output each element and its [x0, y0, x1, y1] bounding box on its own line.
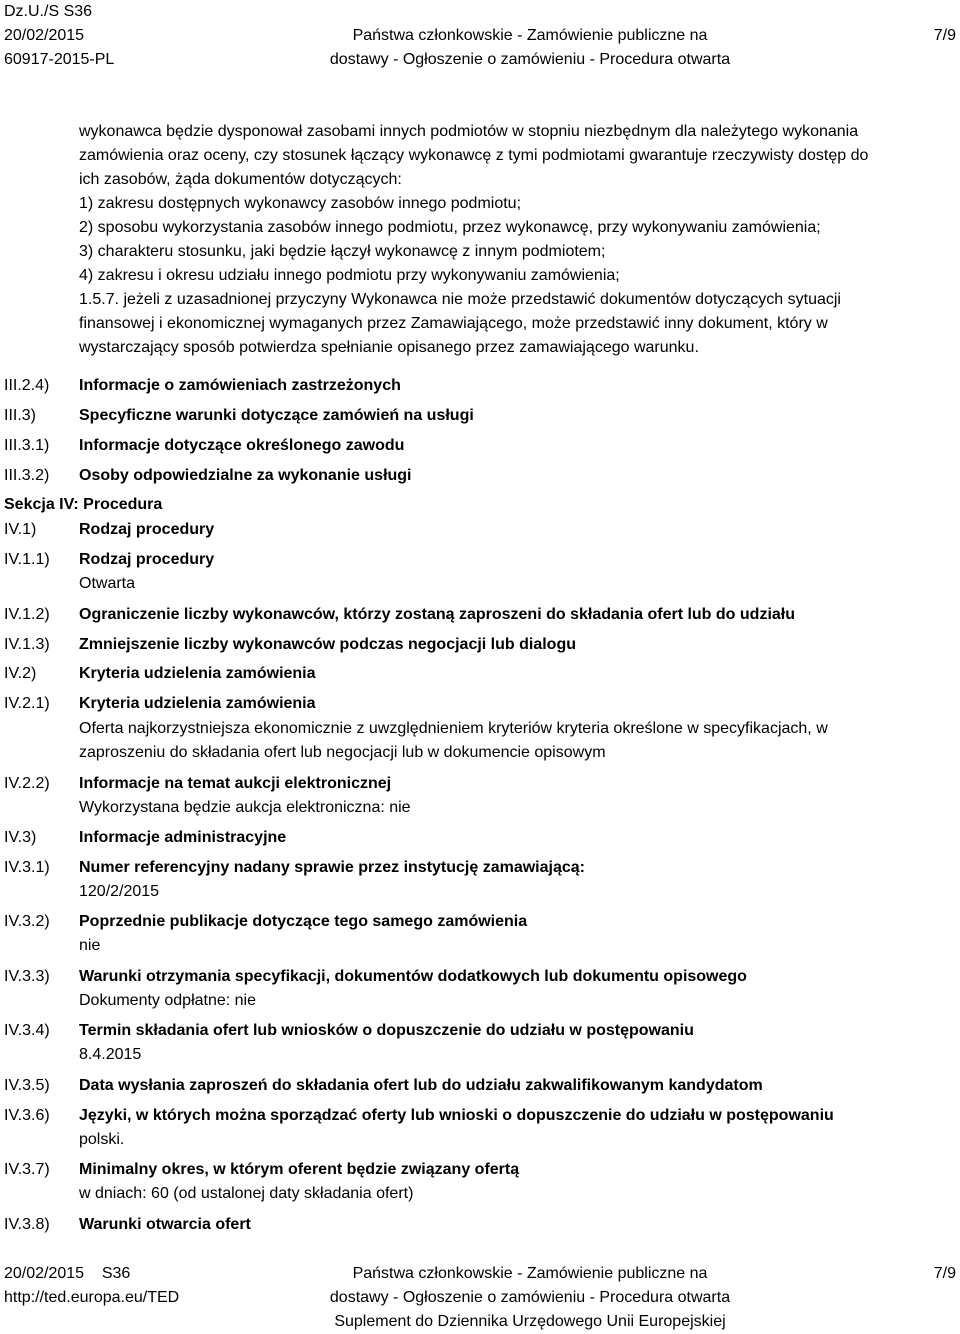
footer-supplement: Suplement do Dziennika Urzędowego Unii Europejskiej	[334, 1313, 726, 1330]
intro-line: 1) zakresu dostępnych wykonawcy zasobów innego podmiotu;	[79, 195, 522, 212]
section-title: Termin składania ofert lub wniosków o dopuszczenie do udziału w postępowaniu	[79, 1022, 694, 1039]
footer-left	[4, 1262, 179, 1310]
section-value: nie	[79, 937, 101, 954]
footer-title-line2: dostawy - Ogłoszenie o zamówieniu - Procedura otwarta	[329, 1289, 731, 1306]
section-heading: Sekcja IV: Procedura	[4, 496, 163, 513]
intro-line: 3) charakteru stosunku, jaki będzie łączył wykonawcę z innym podmiotem;	[79, 243, 606, 260]
section-number: IV.1.3)	[4, 636, 50, 653]
section-title: Poprzednie publikacje dotyczące tego samego zamówienia	[79, 913, 528, 930]
intro-line: finansowej i ekonomicznej wymaganych przez Zamawiającego, może przedstawić inny dokument, który w	[79, 315, 828, 332]
section-title: Numer referencyjny nadany sprawie przez instytucję zamawiającą:	[79, 859, 585, 876]
section-number: III.2.4)	[4, 377, 50, 394]
intro-line: 4) zakresu i okresu udziału innego podmiotu przy wykonywaniu zamówienia;	[79, 267, 620, 284]
section-title: Data wysłania zaproszeń do składania ofert lub do udziału zakwalifikowanym kandydatom	[79, 1077, 763, 1094]
intro-paragraph	[79, 120, 954, 360]
section-number: IV.1)	[4, 521, 37, 538]
section-title: Ograniczenie liczby wykonawców, którzy zostaną zaproszeni do składania ofert lub do udziału	[79, 606, 795, 623]
footer-center	[270, 1262, 790, 1334]
intro-line: ich zasobów, żąda dokumentów dotyczących:	[79, 171, 402, 188]
section-title: Warunki otwarcia ofert	[79, 1216, 251, 1233]
section-number: III.3)	[4, 407, 37, 424]
section-value: Wykorzystana będzie aukcja elektroniczna: nie	[79, 799, 411, 816]
section-title: Informacje na temat aukcji elektronicznej	[79, 775, 392, 792]
section-title: Rodzaj procedury	[79, 551, 215, 568]
section-number: IV.3.1)	[4, 859, 50, 876]
section-number: IV.3.5)	[4, 1077, 50, 1094]
footer-date-series: 20/02/2015 S36	[4, 1265, 131, 1282]
section-number: IV.3.8)	[4, 1216, 50, 1233]
header-title-line2: dostawy - Ogłoszenie o zamówieniu - Procedura otwarta	[329, 51, 731, 68]
section-value: Dokumenty odpłatne: nie	[79, 992, 256, 1009]
section-title: Informacje administracyjne	[79, 829, 287, 846]
header-page-number: 7/9	[933, 27, 956, 44]
section-title: Minimalny okres, w którym oferent będzie związany ofertą	[79, 1161, 520, 1178]
footer-url: http://ted.europa.eu/TED	[4, 1289, 180, 1306]
intro-line: 2) sposobu wykorzystania zasobów innego podmiotu, przez wykonawcę, przy wykonywaniu zamówienia;	[79, 219, 821, 236]
section-title: Kryteria udzielenia zamówienia	[79, 665, 316, 682]
section-number: IV.1.2)	[4, 606, 50, 623]
section-number: IV.1.1)	[4, 551, 50, 568]
section-title: Kryteria udzielenia zamówienia	[79, 695, 316, 712]
section-value: polski.	[79, 1131, 125, 1148]
section-title: Zmniejszenie liczby wykonawców podczas negocjacji lub dialogu	[79, 636, 576, 653]
header-notice-id: 60917-2015-PL	[4, 51, 115, 68]
section-title: Rodzaj procedury	[79, 521, 215, 538]
section-title: Osoby odpowiedzialne za wykonanie usługi	[79, 467, 412, 484]
page-footer	[0, 1262, 960, 1334]
footer-page-number: 7/9	[933, 1265, 956, 1282]
header-left	[4, 0, 114, 72]
section-value: 8.4.2015	[79, 1046, 142, 1063]
intro-line: 1.5.7. jeżeli z uzasadnionej przyczyny Wykonawca nie może przedstawić dokumentów dotyczących sytuacji	[79, 291, 841, 308]
section-title: Informacje dotyczące określonego zawodu	[79, 437, 405, 454]
section-value: Otwarta	[79, 575, 136, 592]
header-title-line1: Państwa członkowskie - Zamówienie publiczne na	[352, 27, 708, 44]
section-number: IV.3.2)	[4, 913, 50, 930]
section-number: IV.3.7)	[4, 1161, 50, 1178]
section-value: w dniach: 60 (od ustalonej daty składania ofert)	[79, 1185, 414, 1202]
section-number: IV.3.3)	[4, 968, 50, 985]
section-title: Informacje o zamówieniach zastrzeżonych	[79, 377, 401, 394]
section-number: IV.3.4)	[4, 1022, 50, 1039]
intro-line: wykonawca będzie dysponował zasobami innych podmiotów w stopniu niezbędnym dla należytego wykonania	[79, 123, 859, 140]
section-title: Języki, w których można sporządzać oferty lub wnioski o dopuszczenie do udziału w postępowaniu	[79, 1107, 834, 1124]
section-number: III.3.1)	[4, 437, 50, 454]
intro-line: zamówienia oraz oceny, czy stosunek łączący wykonawcę z tymi podmiotami gwarantuje rzeczywisty dostęp do	[79, 147, 869, 164]
section-number: IV.2)	[4, 665, 37, 682]
section-number: IV.2.1)	[4, 695, 50, 712]
header-center	[270, 24, 790, 72]
section-number: IV.3)	[4, 829, 37, 846]
footer-title-line1: Państwa członkowskie - Zamówienie publiczne na	[352, 1265, 708, 1282]
section-number: IV.2.2)	[4, 775, 50, 792]
page-header	[0, 0, 960, 72]
section-value: 120/2/2015	[79, 883, 160, 900]
section-title: Warunki otrzymania specyfikacji, dokumentów dodatkowych lub dokumentu opisowego	[79, 968, 747, 985]
header-date: 20/02/2015	[4, 27, 85, 44]
section-value: Oferta najkorzystniejsza ekonomicznie z uwzględnieniem kryteriów kryteria określone w specyfikacjach, w	[79, 720, 828, 737]
section-value: zaproszeniu do składania ofert lub negocjacji lub w dokumencie opisowym	[79, 744, 606, 761]
intro-line: wystarczający sposób potwierdza spełnianie opisanego przez zamawiającego warunku.	[79, 339, 699, 356]
section-title: Specyficzne warunki dotyczące zamówień na usługi	[79, 407, 474, 424]
section-number: III.3.2)	[4, 467, 50, 484]
header-journal-ref: Dz.U./S S36	[4, 3, 93, 20]
section-number: IV.3.6)	[4, 1107, 50, 1124]
